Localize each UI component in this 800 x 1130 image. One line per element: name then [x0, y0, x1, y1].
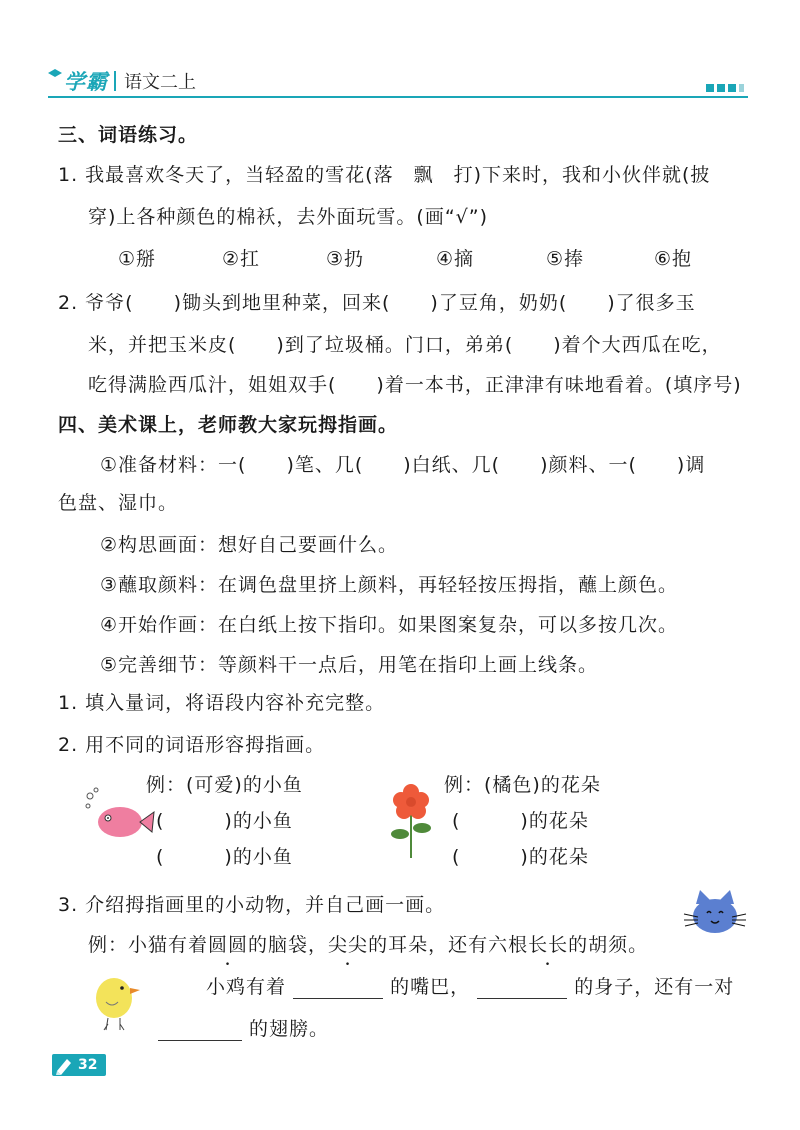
- logo-divider: [114, 71, 116, 91]
- option-6: ⑥抱: [654, 248, 693, 270]
- chick-text-2: 的嘴巴，: [390, 976, 471, 998]
- header-dots: [706, 84, 744, 92]
- question-1-line-1: 1. 我最喜欢冬天了，当轻盈的雪花(落 飘 打)下来时，我和小伙伴就(披: [58, 164, 711, 186]
- step-5: ⑤完善细节：等颜料干一点后，用笔在指印上画上线条。: [100, 654, 599, 676]
- fish-blank-1: ( )的小鱼: [156, 810, 293, 832]
- example-mid-2: 的耳朵，还有六根: [368, 934, 529, 956]
- example-word-3: 长长: [528, 934, 569, 956]
- chick-blank-beak[interactable]: [293, 980, 383, 999]
- option-3: ③扔: [326, 248, 365, 270]
- option-5: ⑤捧: [546, 248, 585, 270]
- chick-blank-body[interactable]: [477, 980, 567, 999]
- chick-text-4: 的翅膀。: [249, 1018, 330, 1040]
- option-1: ①掰: [118, 248, 157, 270]
- flower-blank-1: ( )的花朵: [452, 810, 589, 832]
- step-1-line-2: 色盘、湿巾。: [58, 492, 179, 514]
- step-1-line-1: ①准备材料：一( )笔、几( )白纸、几( )颜料、一( )调: [100, 454, 706, 476]
- example-word-1: 圆圆: [208, 934, 249, 956]
- fish-blank-2: ( )的小鱼: [156, 846, 293, 868]
- option-4: ④摘: [436, 248, 475, 270]
- step-3: ③蘸取颜料：在调色盘里挤上颜料，再轻轻按压拇指，蘸上颜色。: [100, 574, 679, 596]
- section-4-title: 四、美术课上，老师教大家玩拇指画。: [58, 414, 399, 436]
- pencil-icon: [52, 1054, 76, 1076]
- flower-example: 例：(橘色)的花朵: [444, 774, 601, 796]
- flower-thumbprint-icon: [384, 782, 438, 860]
- step-4: ④开始作画：在白纸上按下指印。如果图案复杂，可以多按几次。: [100, 614, 679, 636]
- example-word-2: 尖尖: [328, 934, 369, 956]
- question-2-line-1: 2. 爷爷( )锄头到地里种菜，回来( )了豆角，奶奶( )了很多玉: [58, 292, 696, 314]
- chick-text-3: 的身子，还有一对: [574, 976, 735, 998]
- question-1-line-2: 穿)上各种颜色的棉袄，去外面玩雪。(画“√”): [88, 206, 489, 228]
- chick-thumbprint-icon: [84, 974, 144, 1032]
- header-rule: [48, 96, 748, 98]
- chick-text-1: 小鸡有着: [206, 976, 287, 998]
- task-3: 3. 介绍拇指画里的小动物，并自己画一画。: [58, 894, 446, 916]
- section-3-title: 三、词语练习。: [58, 124, 199, 146]
- logo-text: 学霸: [64, 70, 108, 94]
- question-2-line-3: 吃得满脸西瓜汁，姐姐双手( )着一本书，正津津有味地看着。(填序号): [88, 374, 742, 396]
- subject-label: 语文二上: [124, 72, 196, 93]
- step-2: ②构思画面：想好自己要画什么。: [100, 534, 399, 556]
- page-number: 32: [78, 1057, 98, 1073]
- chick-sentence-line-2: [158, 1014, 329, 1041]
- graduation-cap-icon: [48, 68, 62, 82]
- page-number-badge: [52, 1054, 106, 1076]
- cat-thumbprint-icon: [682, 888, 748, 938]
- task-1: 1. 填入量词，将语段内容补充完整。: [58, 692, 386, 714]
- example-end: 的胡须。: [568, 934, 649, 956]
- option-2: ②扛: [222, 248, 261, 270]
- book-logo: [48, 64, 196, 98]
- task-2: 2. 用不同的词语形容拇指画。: [58, 734, 326, 756]
- example-prefix: 例：小猫有着: [88, 934, 209, 956]
- fish-example: 例：(可爱)的小鱼: [146, 774, 303, 796]
- example-sentence: [88, 930, 648, 957]
- question-2-line-2: 米，并把玉米皮( )到了垃圾桶。门口，弟弟( )着个大西瓜在吃，: [88, 334, 722, 356]
- example-mid-1: 的脑袋，: [248, 934, 329, 956]
- chick-sentence-line-1: [206, 972, 734, 999]
- flower-blank-2: ( )的花朵: [452, 846, 589, 868]
- chick-blank-wings[interactable]: [158, 1022, 242, 1041]
